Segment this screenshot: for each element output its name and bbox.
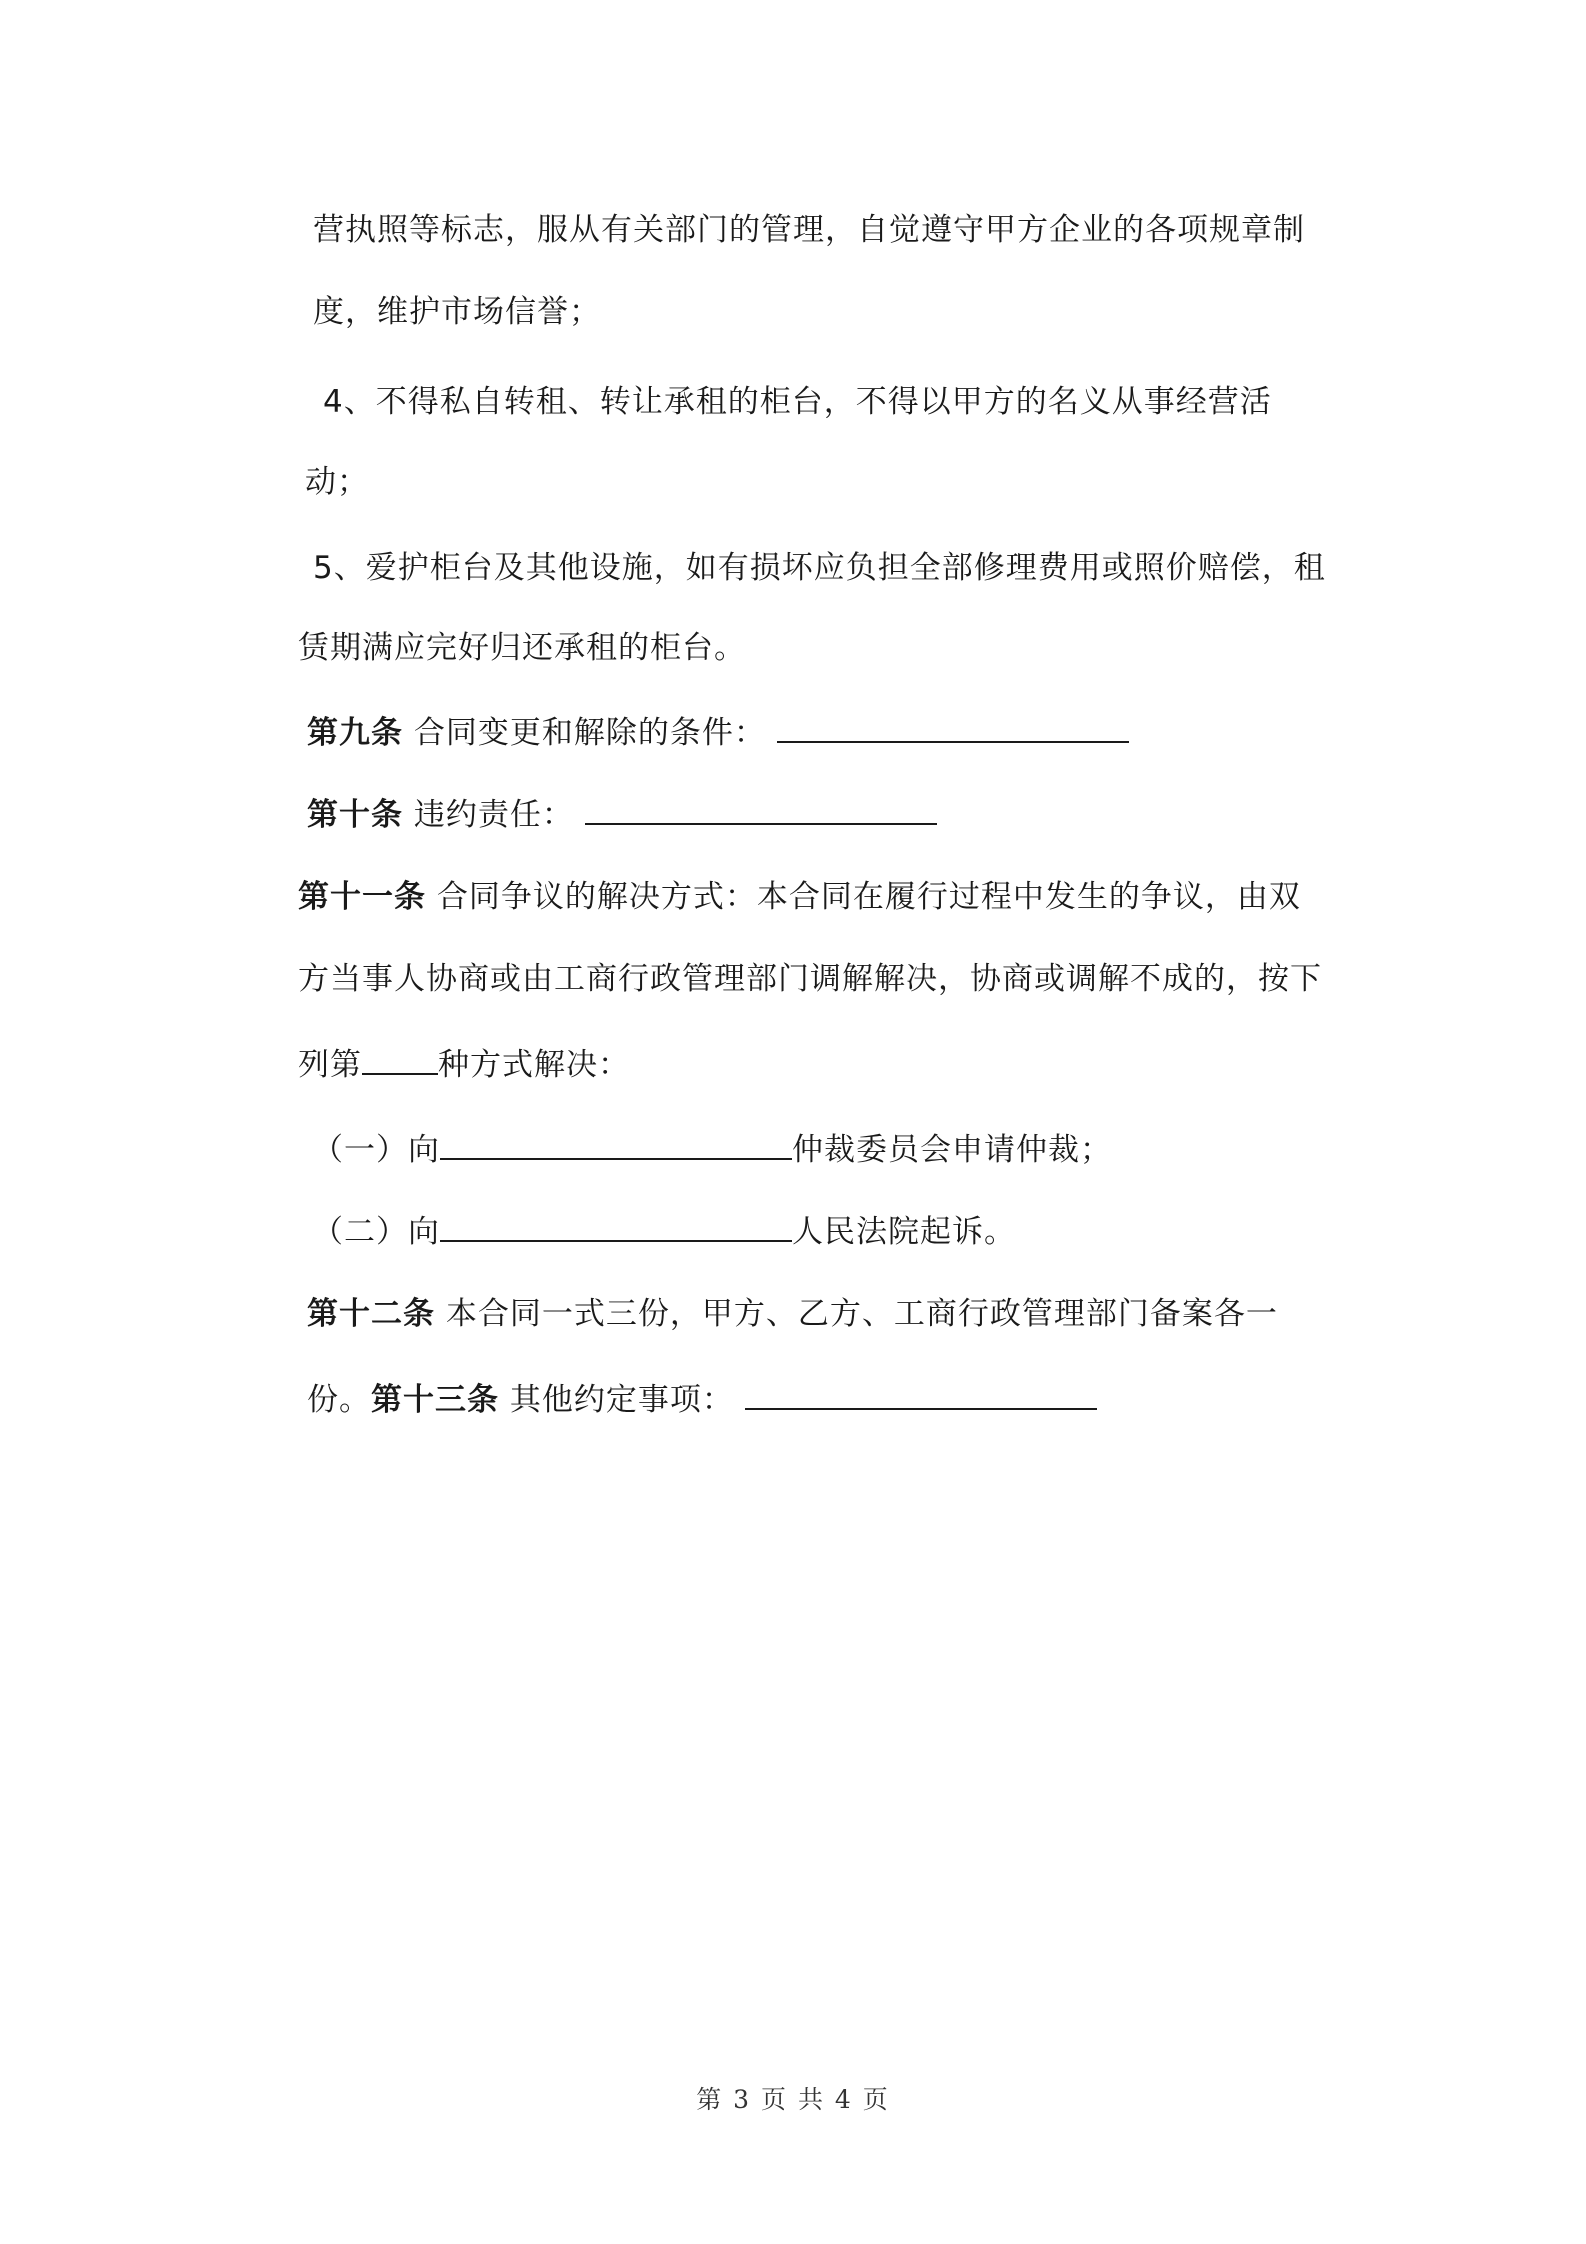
- fill-in-blank[interactable]: [440, 1210, 792, 1242]
- page-number: 第 3 页 共 4 页: [696, 2085, 890, 2114]
- article-heading: 第九条: [307, 715, 403, 751]
- article-11-line-1: [298, 877, 1301, 917]
- article-text: 份。: [307, 1382, 371, 1418]
- fill-in-blank[interactable]: [362, 1043, 438, 1075]
- article-text: 本合同一式三份，甲方、乙方、工商行政管理部门备案各一: [445, 1296, 1278, 1332]
- fill-in-blank[interactable]: [440, 1128, 792, 1160]
- paragraph-line: 4、不得私自转租、转让承租的柜台，不得以甲方的名义从事经营活: [323, 384, 1272, 420]
- paragraph-line: 5、爱护柜台及其他设施，如有损坏应负担全部修理费用或照价赔偿，租: [313, 550, 1326, 586]
- option-arbitration: [312, 1128, 1112, 1170]
- option-label: （一）向: [312, 1132, 440, 1168]
- paragraph-line: 营执照等标志，服从有关部门的管理，自觉遵守甲方企业的各项规章制: [313, 212, 1305, 248]
- paragraph-line: 度，维护市场信誉；: [313, 294, 601, 330]
- article-heading: 第十二条: [307, 1296, 435, 1332]
- article-text: 列第: [298, 1047, 362, 1083]
- article-heading: 第十三条: [371, 1382, 499, 1418]
- paragraph-line: 赁期满应完好归还承租的柜台。: [298, 630, 746, 666]
- article-text: 种方式解决：: [438, 1047, 630, 1083]
- article-text: 合同变更和解除的条件：: [413, 715, 766, 751]
- fill-in-blank[interactable]: [777, 711, 1129, 743]
- option-label: （二）向: [312, 1214, 440, 1250]
- article-12: [307, 1294, 1278, 1334]
- fill-in-blank[interactable]: [585, 793, 937, 825]
- article-10: [307, 793, 937, 835]
- fill-in-blank[interactable]: [745, 1378, 1097, 1410]
- option-text: 仲裁委员会申请仲裁；: [792, 1132, 1112, 1168]
- article-11-line-3: [298, 1043, 630, 1085]
- article-13: [307, 1378, 1097, 1420]
- article-9: [307, 711, 1129, 753]
- article-11-line-2: 方当事人协商或由工商行政管理部门调解解决，协商或调解不成的，按下: [298, 961, 1322, 997]
- option-court: [312, 1210, 1016, 1252]
- paragraph-line: 动；: [305, 464, 369, 500]
- article-text: 违约责任：: [413, 797, 574, 833]
- article-text: 其他约定事项：: [509, 1382, 734, 1418]
- article-heading: 第十一条: [298, 879, 426, 915]
- article-heading: 第十条: [307, 797, 403, 833]
- option-text: 人民法院起诉。: [792, 1214, 1016, 1250]
- article-text: 合同争议的解决方式：本合同在履行过程中发生的争议，由双: [436, 879, 1301, 915]
